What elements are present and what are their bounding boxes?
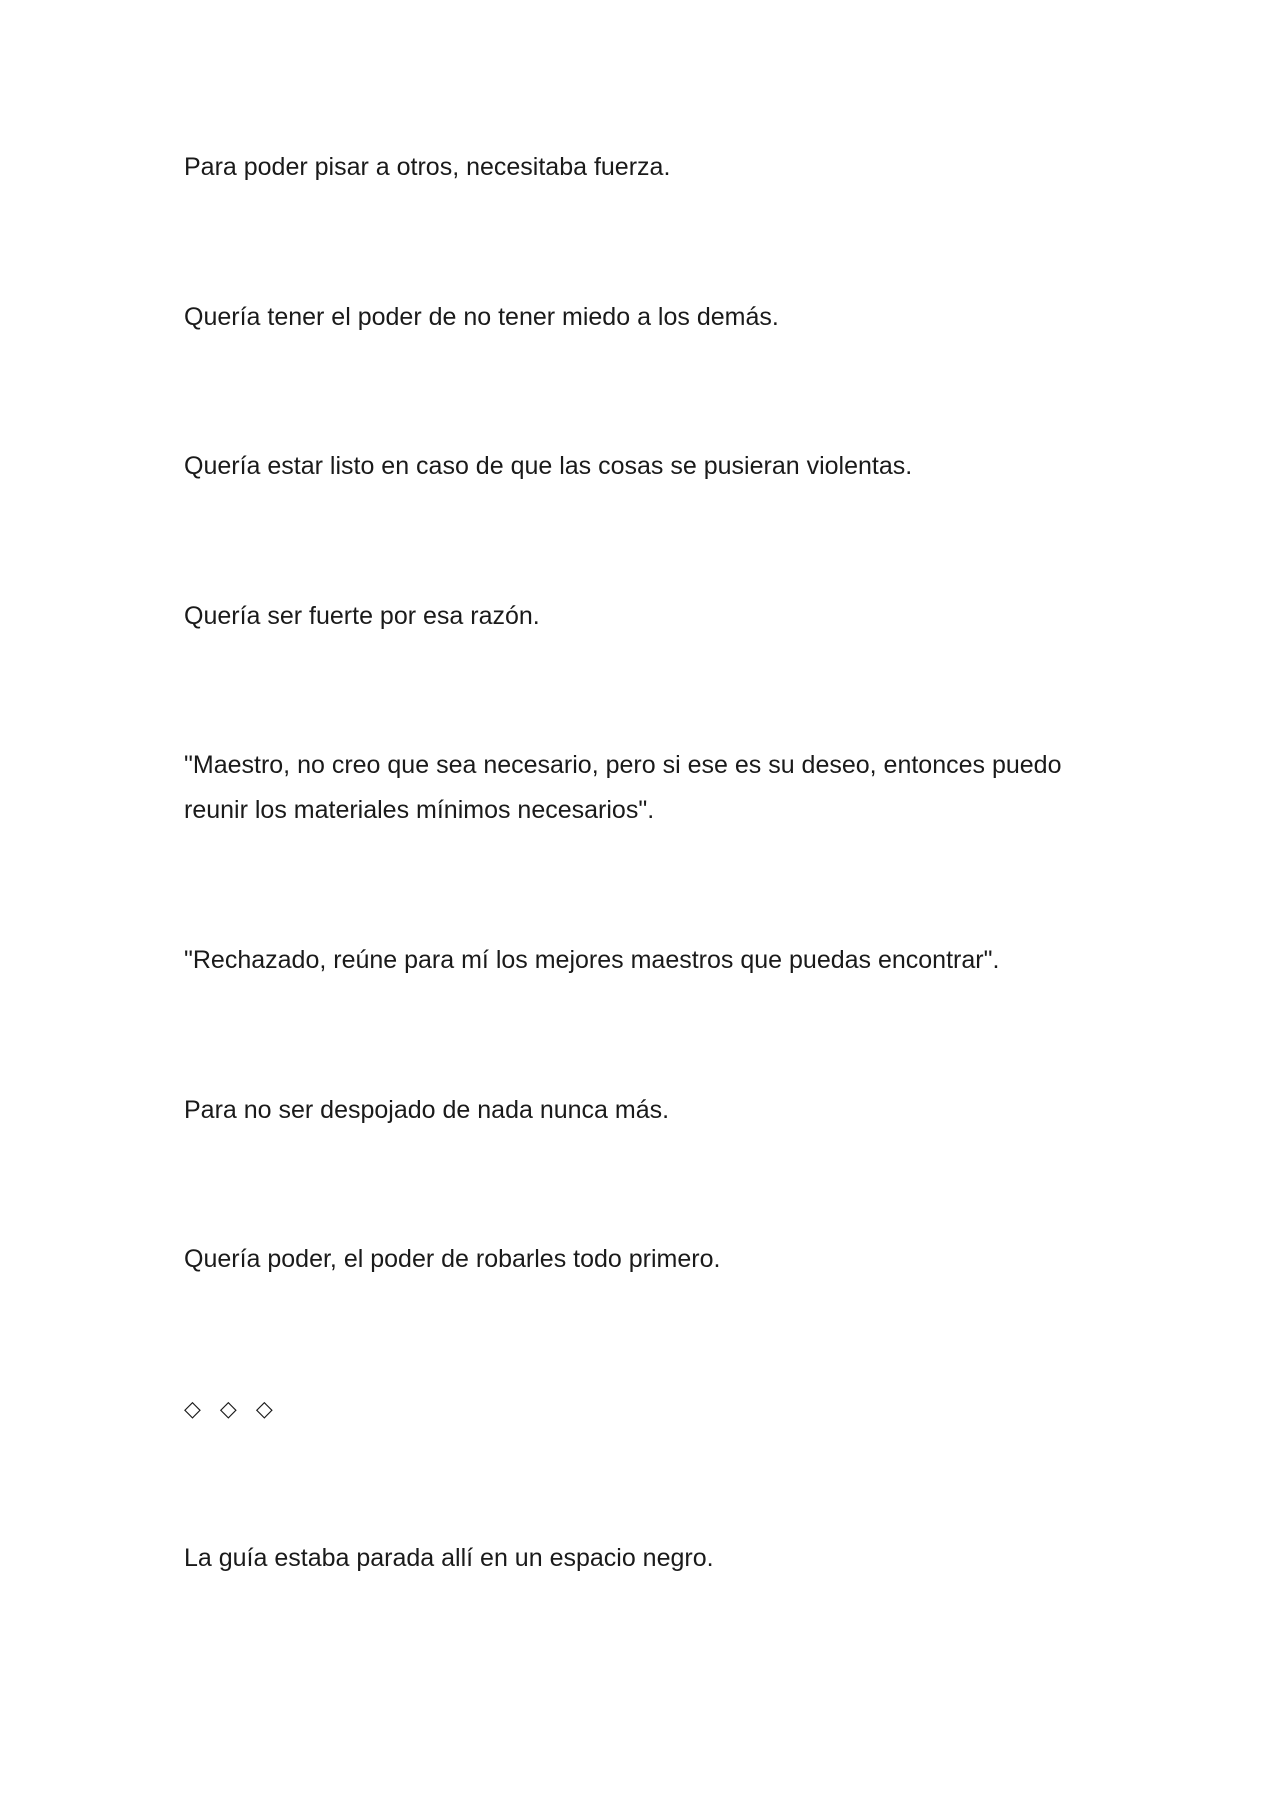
paragraph: Para no ser despojado de nada nunca más. bbox=[184, 1096, 670, 1124]
paragraph: La guía estaba parada allí en un espacio negro. bbox=[184, 1544, 714, 1572]
paragraph: Quería poder, el poder de robarles todo primero. bbox=[184, 1245, 721, 1273]
paragraph: Quería tener el poder de no tener miedo a los demás. bbox=[184, 303, 779, 331]
paragraph: "Rechazado, reúne para mí los mejores maestros que puedas encontrar". bbox=[184, 946, 1000, 974]
paragraph: Quería estar listo en caso de que las cosas se pusieran violentas. bbox=[184, 452, 913, 480]
paragraph: "Maestro, no creo que sea necesario, pero si ese es su deseo, entonces puedo reunir los materiales mínimos necesarios". bbox=[184, 751, 1062, 824]
scene-break-divider: ◇ ◇ ◇ bbox=[184, 1397, 279, 1422]
paragraph: Para poder pisar a otros, necesitaba fuerza. bbox=[184, 153, 671, 181]
paragraph: Quería ser fuerte por esa razón. bbox=[184, 602, 540, 630]
